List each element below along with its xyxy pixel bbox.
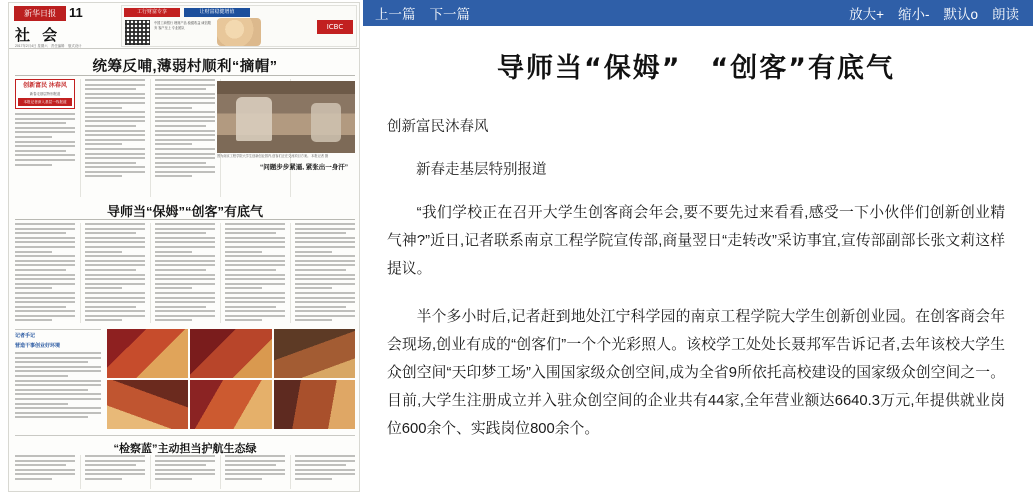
page-number: 11 — [69, 5, 83, 20]
red-box-subtitle: 新春走基层特别报道 — [29, 92, 61, 96]
newspaper-column — [15, 455, 75, 489]
body-text-block — [15, 113, 75, 166]
newspaper-column — [220, 455, 285, 489]
collage-photo — [107, 380, 188, 429]
article-reader-pane — [362, 0, 1033, 496]
collage-photo — [107, 329, 188, 378]
section-title: 社 会 — [15, 27, 62, 44]
body-text-block — [225, 223, 285, 321]
zoom-in-button[interactable]: 放大+ — [849, 7, 884, 22]
body-text-block — [295, 455, 355, 480]
newspaper-masthead — [9, 3, 359, 49]
zoom-out-button[interactable]: 缩小- — [897, 7, 930, 22]
pull-quote: “问题步步紧逼, 紧张出一身汗” — [259, 164, 349, 171]
collage-photo — [274, 329, 355, 378]
body-text-block — [85, 223, 145, 321]
sidebar-title: 记者手记 — [15, 333, 36, 339]
newspaper-headline-1[interactable]: 统筹反哺,薄弱村顺利“摘帽” — [92, 59, 278, 75]
newspaper-column — [290, 455, 355, 489]
article-paragraph: 半个多小时后,记者赶到地处江宁科学园的南京工程学院大学生创新创业园。在创客商会年会现场,创业有成的“创客们”一个个光彩照人。该校学工处处长聂邦军告诉记者,去年该校大学生众创空间“天印梦工场”入围国家级众创空间,成为全省9所依托高校建设的国家级众创空间之一。目前,大学生注册成立并入驻众创空间的企业共有44家,全年营业额达6640.3万元,年提供就业岗位600余个、实践岗位800余个。 — [387, 309, 1005, 437]
divider — [15, 219, 355, 220]
divider — [15, 75, 355, 76]
body-text-block — [295, 223, 355, 321]
body-text-block — [85, 79, 145, 177]
newspaper-column — [150, 455, 215, 489]
newspaper-column — [290, 223, 355, 323]
ad-body-text: 中国工商银行 理财产品 稳健收益 诚信服务 客户至上 专业团队 — [154, 21, 211, 30]
newspaper-column — [15, 223, 75, 323]
collage-photo — [190, 380, 271, 429]
newspaper-preview-pane[interactable] — [0, 0, 362, 496]
body-text-block — [155, 223, 215, 321]
article-byline: 新春走基层特别报道 — [416, 162, 547, 178]
newspaper-sidebar-box — [15, 329, 101, 429]
article-subtitle: 创新富民沐春风 — [387, 119, 489, 135]
newspaper-column — [15, 79, 75, 197]
body-text-block — [15, 455, 75, 480]
read-aloud-button[interactable]: 朗读 — [992, 7, 1019, 22]
qr-code-icon — [125, 20, 150, 45]
red-feature-box — [15, 79, 75, 109]
body-text-block — [15, 223, 75, 321]
reset-zoom-button[interactable]: 默认o — [943, 7, 978, 22]
newspaper-photo-top[interactable] — [217, 81, 355, 153]
reader-tools-group — [849, 3, 1019, 23]
red-box-title: 创新富民 沐春风 — [23, 83, 67, 89]
article-navigation-group — [375, 3, 470, 23]
ad-blue-tag: 让财富稳健增值 — [184, 8, 250, 17]
body-text-block — [85, 455, 145, 480]
collage-photo — [274, 380, 355, 429]
next-article-link[interactable]: 下一篇 — [429, 7, 470, 22]
body-text-block — [15, 352, 101, 418]
body-text-block — [225, 455, 285, 480]
ad-red-tag: 工行财富专享 — [124, 8, 180, 17]
newspaper-headline-2[interactable]: 导师当“保姆”“创客”有底气 — [106, 204, 263, 219]
newspaper-columns-middle — [15, 223, 355, 323]
newspaper-column — [80, 79, 145, 197]
ad-photo — [217, 18, 261, 46]
newspaper-column — [80, 455, 145, 489]
ad-brand-logo: ICBC — [317, 20, 353, 34]
newspaper-column — [150, 223, 215, 323]
body-text-block — [155, 79, 215, 177]
body-text-block — [155, 455, 215, 480]
newspaper-column — [80, 223, 145, 323]
sidebar-subtitle: 营造干事创业好环境 — [15, 343, 61, 349]
collage-photo — [190, 329, 271, 378]
prev-article-link[interactable]: 上一篇 — [375, 7, 416, 22]
red-box-bar: 本报记者深入基层一线报道 — [18, 98, 72, 106]
masthead-advertisement[interactable] — [121, 5, 357, 47]
newspaper-column — [150, 79, 215, 197]
newspaper-logo: 新华日报 — [14, 6, 66, 21]
newspaper-photo-collage[interactable] — [107, 329, 355, 429]
newspaper-headline-3[interactable]: “检察蓝”主动担当护航生态绿 — [15, 435, 355, 456]
article-title: 导师当“保姆” “创客”有底气 — [497, 53, 895, 84]
newspaper-columns-bottom — [15, 455, 355, 489]
newspaper-column — [220, 223, 285, 323]
article-paragraph: “我们学校正在召开大学生创客商会年会,要不要先过来看看,感受一下小伙伴们创新创业精气神?”近日,记者联系南京工程学院宣传部,商量翌日“走转改”采访事宜,宣传部副部长张文莉这样提议。 — [387, 205, 1005, 277]
photo-caption: 图为南京工程学院大学生创新创业园内,创客们正在交流项目方案。 本报记者 摄 — [217, 154, 329, 158]
newspaper-page-image[interactable] — [8, 2, 360, 492]
article-body — [363, 26, 1033, 496]
reader-toolbar — [363, 0, 1033, 26]
masthead-date: 2017年2月4日 星期六 责任编辑 版式设计 — [15, 44, 82, 48]
